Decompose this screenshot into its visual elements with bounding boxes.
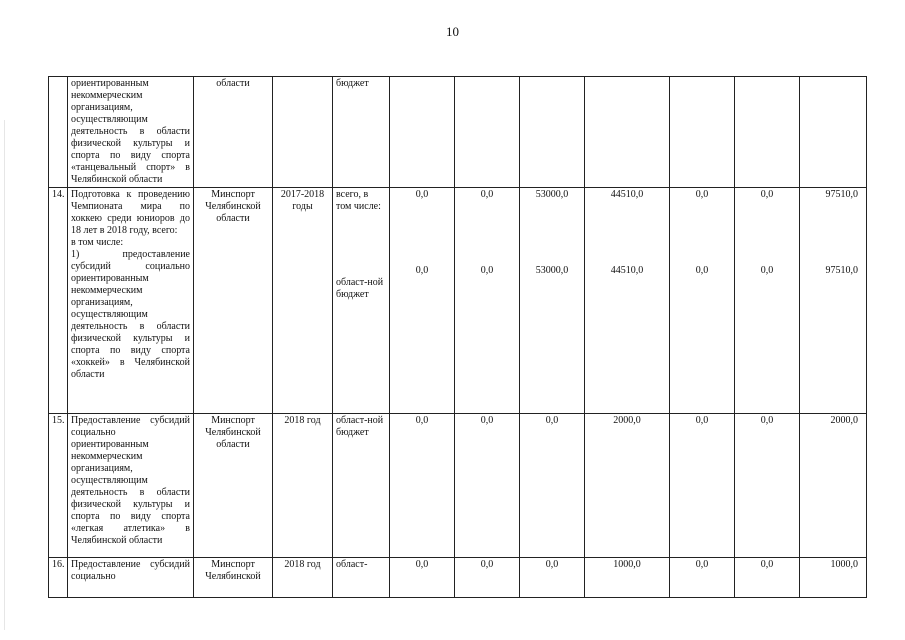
value-cell: 0,0 <box>455 414 520 558</box>
row-number: 15. <box>49 414 68 558</box>
value-total: 97510,0 <box>825 189 858 200</box>
value-cell <box>390 77 455 188</box>
value-cell: 0,0 <box>670 558 735 598</box>
scan-artifact-line <box>4 120 5 630</box>
program-table <box>48 76 867 598</box>
value-regional: 0,0 <box>415 265 429 276</box>
value-total: 0,0 <box>480 189 494 200</box>
period: 2017-2018 годы <box>273 188 333 414</box>
value-total: 0,0 <box>760 189 774 200</box>
executor: Минспорт Челябинской области <box>194 188 273 414</box>
table-row-continuation <box>49 77 867 188</box>
value-cell <box>455 188 520 414</box>
value-cell: 0,0 <box>670 414 735 558</box>
table-row-16 <box>49 558 867 598</box>
funding-source-regional: област-ной бюджет <box>336 277 384 300</box>
value-cell: 0,0 <box>520 558 585 598</box>
value-total: 0,0 <box>415 189 429 200</box>
value-cell-total <box>800 188 867 414</box>
measure-name: Предоставление субсидий социально ориентированным некоммерческим организациям, осуществляющим деятельность в области физической культуры и спорта по виду спорта «легкая атлетика» в Челябинской области <box>68 414 194 558</box>
executor: области <box>194 77 273 188</box>
period <box>273 77 333 188</box>
value-cell: 0,0 <box>735 414 800 558</box>
value-cell <box>670 188 735 414</box>
value-regional: 0,0 <box>695 265 709 276</box>
value-cell: 2000,0 <box>585 414 670 558</box>
funding-source: област- <box>333 558 390 598</box>
period: 2018 год <box>273 558 333 598</box>
value-total: 53000,0 <box>535 189 569 200</box>
value-regional: 97510,0 <box>825 265 858 276</box>
funding-source <box>333 188 390 414</box>
funding-source-total: всего, в том числе: <box>336 189 381 212</box>
value-cell <box>735 188 800 414</box>
funding-source: бюджет <box>333 77 390 188</box>
value-cell: 0,0 <box>735 558 800 598</box>
value-regional: 0,0 <box>760 265 774 276</box>
value-cell <box>585 77 670 188</box>
row-number <box>49 77 68 188</box>
value-cell <box>455 77 520 188</box>
value-cell <box>520 188 585 414</box>
row-number: 16. <box>49 558 68 598</box>
value-cell: 1000,0 <box>585 558 670 598</box>
value-regional: 44510,0 <box>610 265 644 276</box>
value-cell: 0,0 <box>390 558 455 598</box>
measure-name: ориентированным некоммерческим организациям, осуществляющим деятельность в области физической культуры и спорта по виду спорта «танцевальный спорт» в Челябинской области <box>68 77 194 188</box>
row-number: 14. <box>49 188 68 414</box>
executor: Минспорт Челябинской области <box>194 414 273 558</box>
value-cell <box>390 188 455 414</box>
value-cell-total: 2000,0 <box>800 414 867 558</box>
value-cell-total <box>800 77 867 188</box>
period: 2018 год <box>273 414 333 558</box>
measure-name: Предоставление субсидий социально <box>68 558 194 598</box>
measure-name-bottom: 1) предоставление субсидий социально ориентированным некоммерческим организациям, осуществляющим деятельность в области физической культуры и спорта по виду спорта «хоккей» в Челябинской области <box>71 249 190 380</box>
value-cell <box>585 188 670 414</box>
value-total: 0,0 <box>695 189 709 200</box>
value-cell <box>520 77 585 188</box>
value-regional: 53000,0 <box>535 265 569 276</box>
value-cell-total: 1000,0 <box>800 558 867 598</box>
value-cell <box>735 77 800 188</box>
table-row-14 <box>49 188 867 414</box>
value-regional: 0,0 <box>480 265 494 276</box>
page-number: 10 <box>446 24 459 39</box>
value-cell <box>670 77 735 188</box>
table-row-15 <box>49 414 867 558</box>
value-cell: 0,0 <box>455 558 520 598</box>
executor: Минспорт Челябинской <box>194 558 273 598</box>
measure-name <box>68 188 194 414</box>
value-cell: 0,0 <box>520 414 585 558</box>
measure-name-top: Подготовка к проведению Чемпионата мира по хоккею среди юниоров до 18 лет в 2018 году, всего: <box>71 189 190 236</box>
measure-name-mid: в том числе: <box>71 237 124 248</box>
funding-source: област-ной бюджет <box>333 414 390 558</box>
value-total: 44510,0 <box>610 189 644 200</box>
value-cell: 0,0 <box>390 414 455 558</box>
